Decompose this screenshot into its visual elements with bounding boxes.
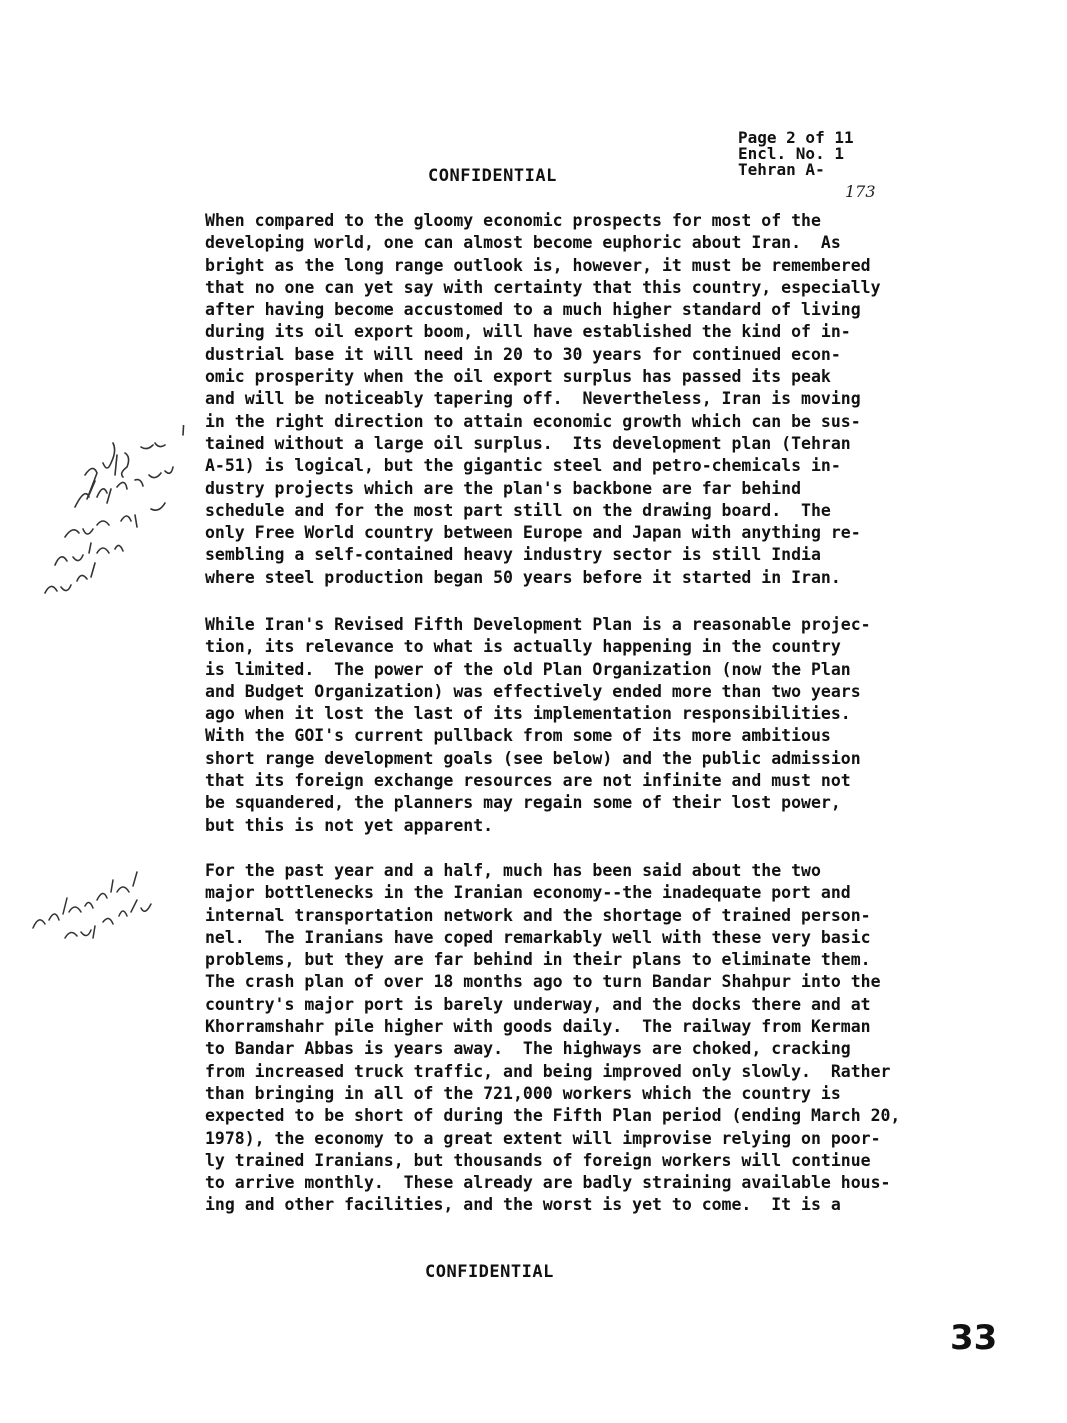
text-line: where steel production began 50 years before it started in Iran. [205,567,841,587]
page-header-reference [738,130,938,178]
text-line: to Bandar Abbas is years away. The highways are choked, cracking [205,1039,851,1059]
text-line: expected to be short of during the Fifth Plan period (ending March 20, [205,1106,901,1126]
text-line: sembling a self-contained heavy industry sector is still India [205,545,821,565]
text-line: When compared to the gloomy economic prospects for most of the [205,211,821,230]
text-line: ago when it lost the last of its implementation responsibilities. [205,704,851,724]
text-line: after having become accustomed to a much higher standard of living [205,300,861,320]
text-line: country's major port is barely underway, and the docks there and at [205,994,871,1014]
handwritten-reference-number: 173 [845,182,876,201]
paragraph-development-plan [205,614,965,837]
airgram-reference: Tehran A- [738,160,825,179]
text-line: that its foreign exchange resources are not infinite and must not [205,771,851,791]
text-line: be squandered, the planners may regain some of their lost power, [205,793,841,813]
handwritten-margin-note-second [25,858,165,958]
text-line: 1978), the economy to a great extent will improvise relying on poor- [205,1128,881,1148]
text-line: during its oil export boom, will have established the kind of in- [205,322,851,342]
text-line: nel. The Iranians have coped remarkably well with these very basic [205,927,871,947]
text-line: and Budget Organization) was effectively ended more than two years [205,681,861,701]
text-line: With the GOI's current pullback from some of its more ambitious [205,726,831,746]
text-line: and will be noticeably tapering off. Nevertheless, Iran is moving [205,389,861,409]
paragraph-bottlenecks [205,860,965,1217]
text-line: bright as the long range outlook is, however, it must be remembered [205,255,871,275]
text-line: While Iran's Revised Fifth Development Plan is a reasonable projec- [205,615,871,634]
classification-bottom: CONFIDENTIAL [425,1262,554,1282]
page-number: 33 [950,1318,998,1358]
text-line: dustrial base it will need in 20 to 30 years for continued econ- [205,344,841,364]
text-line: in the right direction to attain economic growth which can be sus- [205,411,861,431]
text-line: to arrive monthly. These already are badly straining available hous- [205,1173,891,1193]
page-count: Page 2 of 11 [738,128,854,147]
text-line: is limited. The power of the old Plan Organization (now the Plan [205,659,851,679]
text-line: short range development goals (see below) and the public admission [205,748,861,768]
text-line: internal transportation network and the shortage of trained person- [205,905,871,925]
text-line: Khorramshahr pile higher with goods daily. The railway from Kerman [205,1017,871,1037]
text-line: major bottlenecks in the Iranian economy--the inadequate port and [205,883,851,903]
text-line: problems, but they are far behind in their plans to eliminate them. [205,950,871,970]
text-line: but this is not yet apparent. [205,815,494,835]
text-line: omic prosperity when the oil export surplus has passed its peak [205,367,831,387]
text-line: The crash plan of over 18 months ago to turn Bandar Shahpur into the [205,972,881,992]
paragraph-economic-outlook [205,210,965,589]
text-line: dustry projects which are the plan's backbone are far behind [205,478,802,498]
text-line: developing world, one can almost become euphoric about Iran. As [205,233,841,253]
text-line: For the past year and a half, much has been said about the two [205,861,821,880]
text-line: only Free World country between Europe and Japan with anything re- [205,523,861,543]
text-line: from increased truck traffic, and being improved only slowly. Rather [205,1061,891,1081]
text-line: than bringing in all of the 721,000 workers which the country is [205,1083,841,1103]
text-line: ly trained Iranians, but thousands of foreign workers will continue [205,1150,871,1170]
text-line: A-51) is logical, but the gigantic steel and petro-chemicals in- [205,456,841,476]
classification-top: CONFIDENTIAL [428,166,557,186]
text-line: tion, its relevance to what is actually happening in the country [205,637,841,657]
handwritten-margin-note [25,425,195,625]
text-line: tained without a large oil surplus. Its development plan (Tehran [205,433,851,453]
text-line: that no one can yet say with certainty that this country, especially [205,277,881,297]
text-line: ing and other facilities, and the worst is yet to come. It is a [205,1195,841,1215]
enclosure-number: Encl. No. 1 [738,144,844,163]
text-line: schedule and for the most part still on the drawing board. The [205,500,831,520]
